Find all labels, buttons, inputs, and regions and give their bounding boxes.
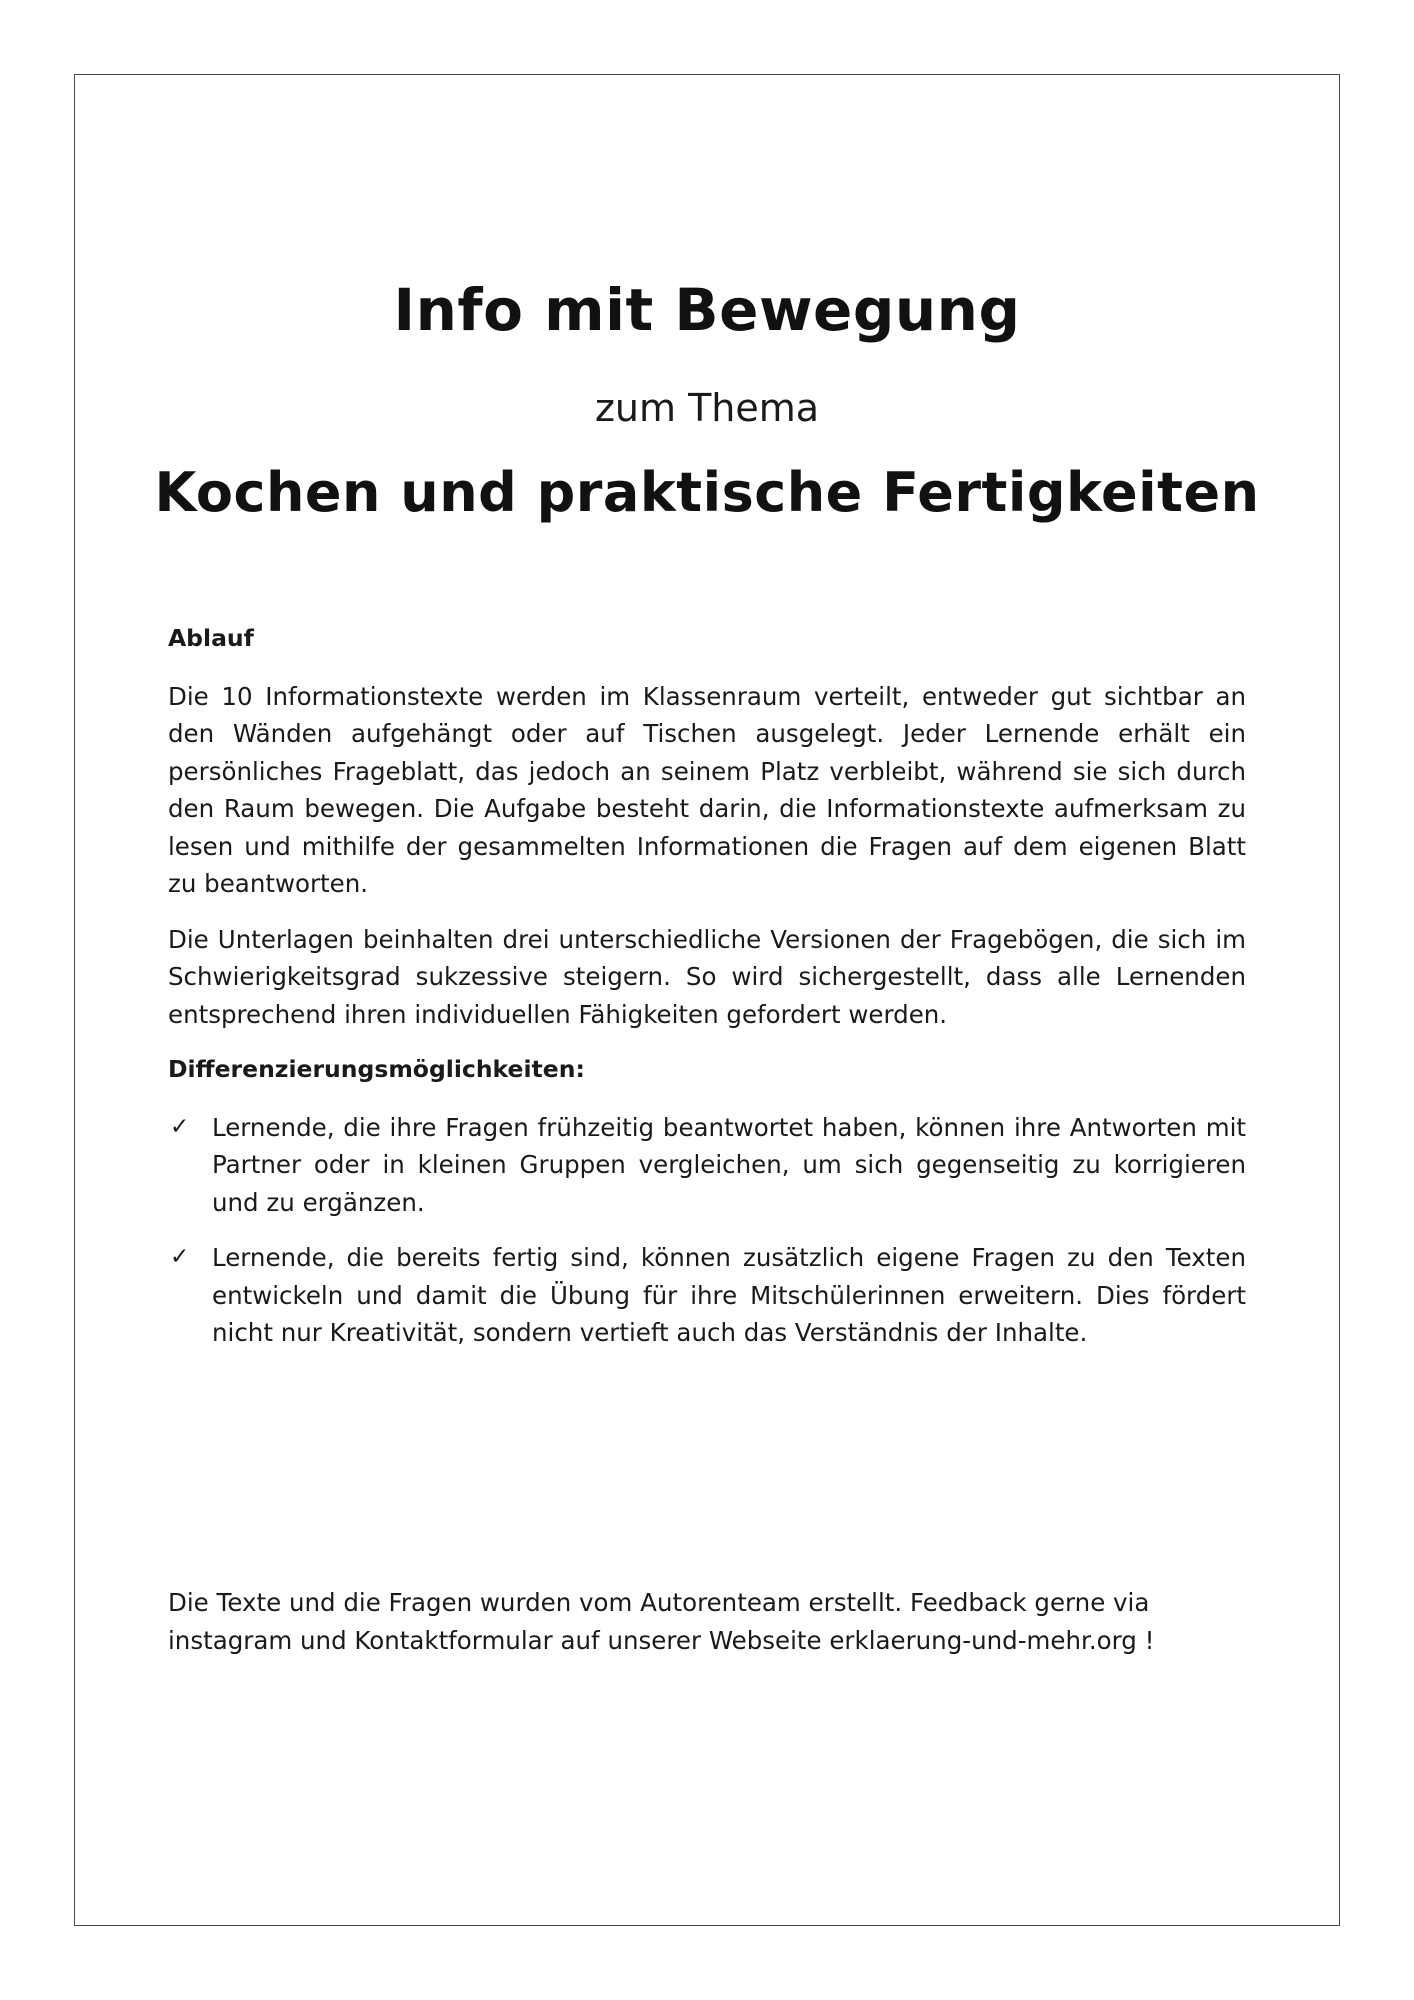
ablauf-heading: Ablauf	[168, 624, 254, 652]
ablauf-paragraph-2: Die Unterlagen beinhalten drei unterschiedliche Versionen der Fragebögen, die sich im Schwierigkeitsgrad sukzessive steigern. So wird sichergestellt, dass alle Lernenden entsprechend ihren individuellen Fähigkeiten gefordert werden.	[168, 924, 1246, 1029]
list-item-text: Lernende, die ihre Fragen frühzeitig beantwortet haben, können ihre Antworten mit Partner oder in kleinen Gruppen vergleichen, um sich gegenseitig zu korrigieren und zu ergänzen.	[212, 1112, 1246, 1217]
checkmark-icon: ✓	[170, 1244, 190, 1270]
checkmark-icon: ✓	[170, 1113, 190, 1140]
ablauf-paragraph-1: Die 10 Informationstexte werden im Klassenraum verteilt, entweder gut sichtbar an den Wänden aufgehängt oder auf Tischen ausgelegt. Jeder Lernende erhält ein persönliches Frageblatt, das jedoch an seinem Platz verbleibt, während sie sich durch den Raum bewegen. Die Aufgabe besteht darin, die Informationstexte aufmerksam zu lesen und mithilfe der gesammelten Informationen die Fragen auf dem eigenen Blatt zu beantworten.	[168, 681, 1246, 898]
footer-line-2: instagram und Kontaktformular auf unserer Webseite erklaerung-und-mehr.org !	[168, 1625, 1155, 1655]
differenzierung-list	[168, 1109, 1246, 1352]
list-item-text: Lernende, die bereits fertig sind, können zusätzlich eigene Fragen zu den Texten entwickeln und damit die Übung für ihre Mitschülerinnen erweitern. Dies fördert nicht nur Kreativität, sondern vertieft auch das Verständnis der Inhalte.	[212, 1243, 1246, 1347]
footer-line-1: Die Texte und die Fragen wurden vom Autorenteam erstellt. Feedback gerne via	[168, 1588, 1150, 1617]
document-title: Info mit Bewegung	[393, 276, 1021, 344]
document-topic: Kochen und praktische Fertigkeiten	[154, 461, 1260, 524]
list-item	[168, 1109, 1246, 1222]
list-item	[168, 1239, 1246, 1352]
document-subtitle: zum Thema	[594, 386, 820, 430]
main-content	[168, 620, 1246, 1370]
footer-note	[168, 1584, 1246, 1659]
differenzierung-heading: Differenzierungsmöglichkeiten:	[168, 1055, 585, 1083]
